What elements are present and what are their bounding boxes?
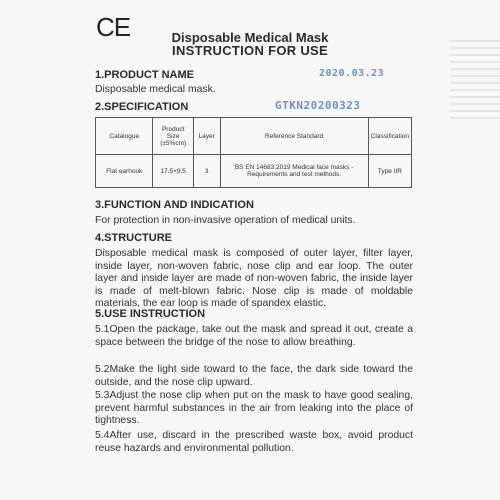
use-step: 5.4After use, discard in the prescribed waste box, avoid product reuse hazards and environmental pollution. — [95, 430, 413, 454]
table-header-cell: Classification — [368, 118, 411, 155]
section-heading-use-instruction: 5.USE INSTRUCTION — [95, 308, 206, 320]
use-step: 5.3Adjust the nose clip when put on the mask to have good sealing, prevent harmful substances in the air from leaking into the place of tightness. — [95, 390, 413, 426]
section-heading-function: 3.FUNCTION AND INDICATION — [95, 199, 254, 211]
table-header-cell: Reference Standard — [220, 118, 368, 155]
use-step: 5.1Open the package, take out the mask and spread it out, create a space between the bridge of the nose to allow breathing. — [95, 324, 413, 348]
use-step: 5.2Make the light side toward to the face, the dark side toward the outside, and the nose clip upward. — [95, 364, 413, 388]
table-cell: 3 — [193, 155, 220, 188]
document-title: Disposable Medical Mask — [171, 30, 329, 45]
batch-stamp: GTKN20200323 — [275, 99, 361, 112]
table-cell: 17.5×9.5 — [153, 155, 193, 188]
date-stamp: 2020.03.23 — [319, 68, 385, 79]
table-header-cell: Layer — [193, 118, 220, 155]
table-cell: BS EN 14683:2019 Medical face masks - Requirements and test methods. — [220, 155, 368, 188]
ce-mark: CE — [96, 12, 131, 42]
table-row — [96, 155, 412, 188]
table-header-cell: Product Size (±5%cm) — [153, 118, 193, 155]
section-heading-structure: 4.STRUCTURE — [95, 232, 173, 244]
table-header-cell: Catalogue — [96, 118, 153, 155]
table-header-row — [96, 118, 412, 155]
section-heading-specification: 2.SPECIFICATION — [95, 101, 189, 113]
specification-table — [95, 117, 412, 188]
structure-text: Disposable medical mask is composed of outer layer, filter layer, inside layer, non-woven fabric, nose clip and ear loop. The outer layer and inside layer are made of non-woven fabric, the inside layer is made of melt-blown fabric. Nose clip is made of moldable materials, the ear loop is made of spandex elastic. — [95, 248, 413, 309]
document-subtitle: INSTRUCTION FOR USE — [172, 43, 328, 58]
section-heading-product-name: 1.PRODUCT NAME — [95, 69, 195, 81]
table-cell: Flat earhook — [96, 155, 153, 188]
product-name-text: Disposable medical mask. — [95, 84, 216, 95]
function-text: For protection in non-invasive operation of medical units. — [95, 215, 356, 226]
table-cell: Type IIR — [368, 155, 411, 188]
